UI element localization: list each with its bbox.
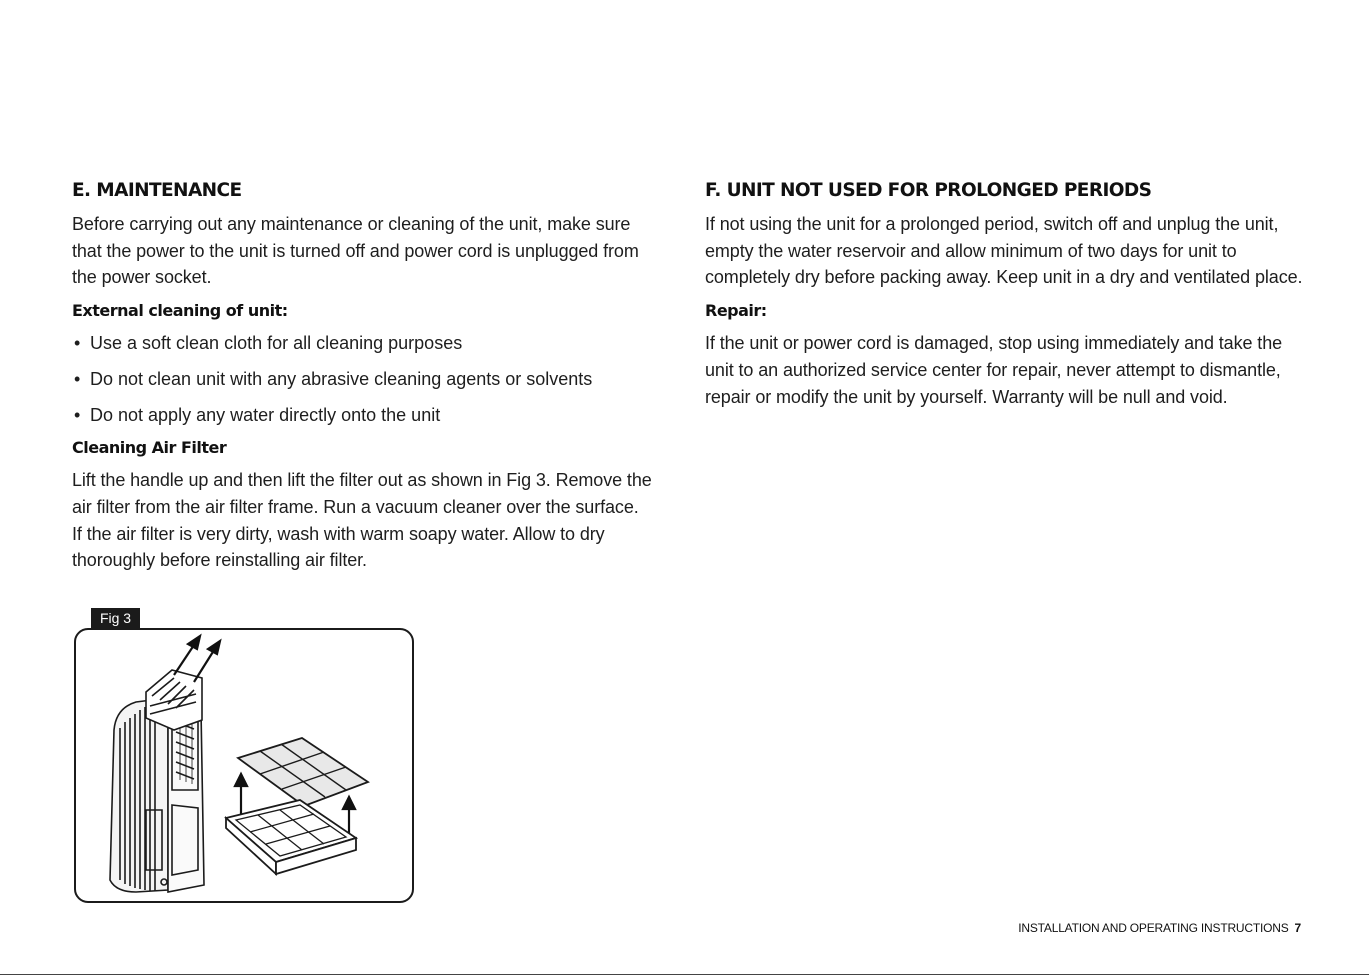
repair-text: If the unit or power cord is damaged, stop using immediately and take the unit to an authorized service center for repair, never attempt to dismantle, repair or modify the unit by yourself. Warranty will be null and void. [705,333,1283,407]
list-item: • Do not clean unit with any abrasive cleaning agents or solvents [72,366,652,392]
figure-label: Fig 3 [91,608,140,628]
maintenance-heading: E. MAINTENANCE [72,180,242,201]
external-cleaning-list [72,330,652,428]
bottom-divider [0,974,1369,975]
air-filter-heading: Cleaning Air Filter [72,438,227,458]
list-item: • Do not apply any water directly onto the unit [72,402,652,428]
air-cooler-filter-illustration [76,630,414,903]
repair-heading: Repair: [705,301,767,321]
figure-illustration [74,628,414,903]
bullet-icon: • [74,333,81,354]
prolonged-periods-section [705,180,1305,420]
prolonged-periods-text: If not using the unit for a prolonged period, switch off and unplug the unit, empty the water reservoir and allow minimum of two days for unit to completely dry before packing away. Keep unit in a dry and ventilated place. [705,214,1303,288]
maintenance-intro: Before carrying out any maintenance or cleaning of the unit, make sure that the power to the unit is turned off and power cord is unplugged from the power socket. [72,214,639,288]
external-cleaning-heading: External cleaning of unit: [72,301,288,321]
maintenance-section [72,180,652,584]
bullet-icon: • [74,405,81,426]
footer-title: INSTALLATION AND OPERATING INSTRUCTIONS [1018,921,1289,935]
prolonged-periods-heading: F. UNIT NOT USED FOR PROLONGED PERIODS [705,180,1152,201]
bullet-icon: • [74,369,81,390]
page-number: 7 [1294,921,1301,935]
air-filter-text: Lift the handle up and then lift the filter out as shown in Fig 3. Remove the air filter from the air filter frame. Run a vacuum cleaner over the surface. If the air filter is very dirty, wash with warm soapy water. Allow to dry thoroughly before reinstalling air filter. [72,470,652,571]
page-footer [1018,921,1301,935]
list-item: • Use a soft clean cloth for all cleaning purposes [72,330,652,356]
